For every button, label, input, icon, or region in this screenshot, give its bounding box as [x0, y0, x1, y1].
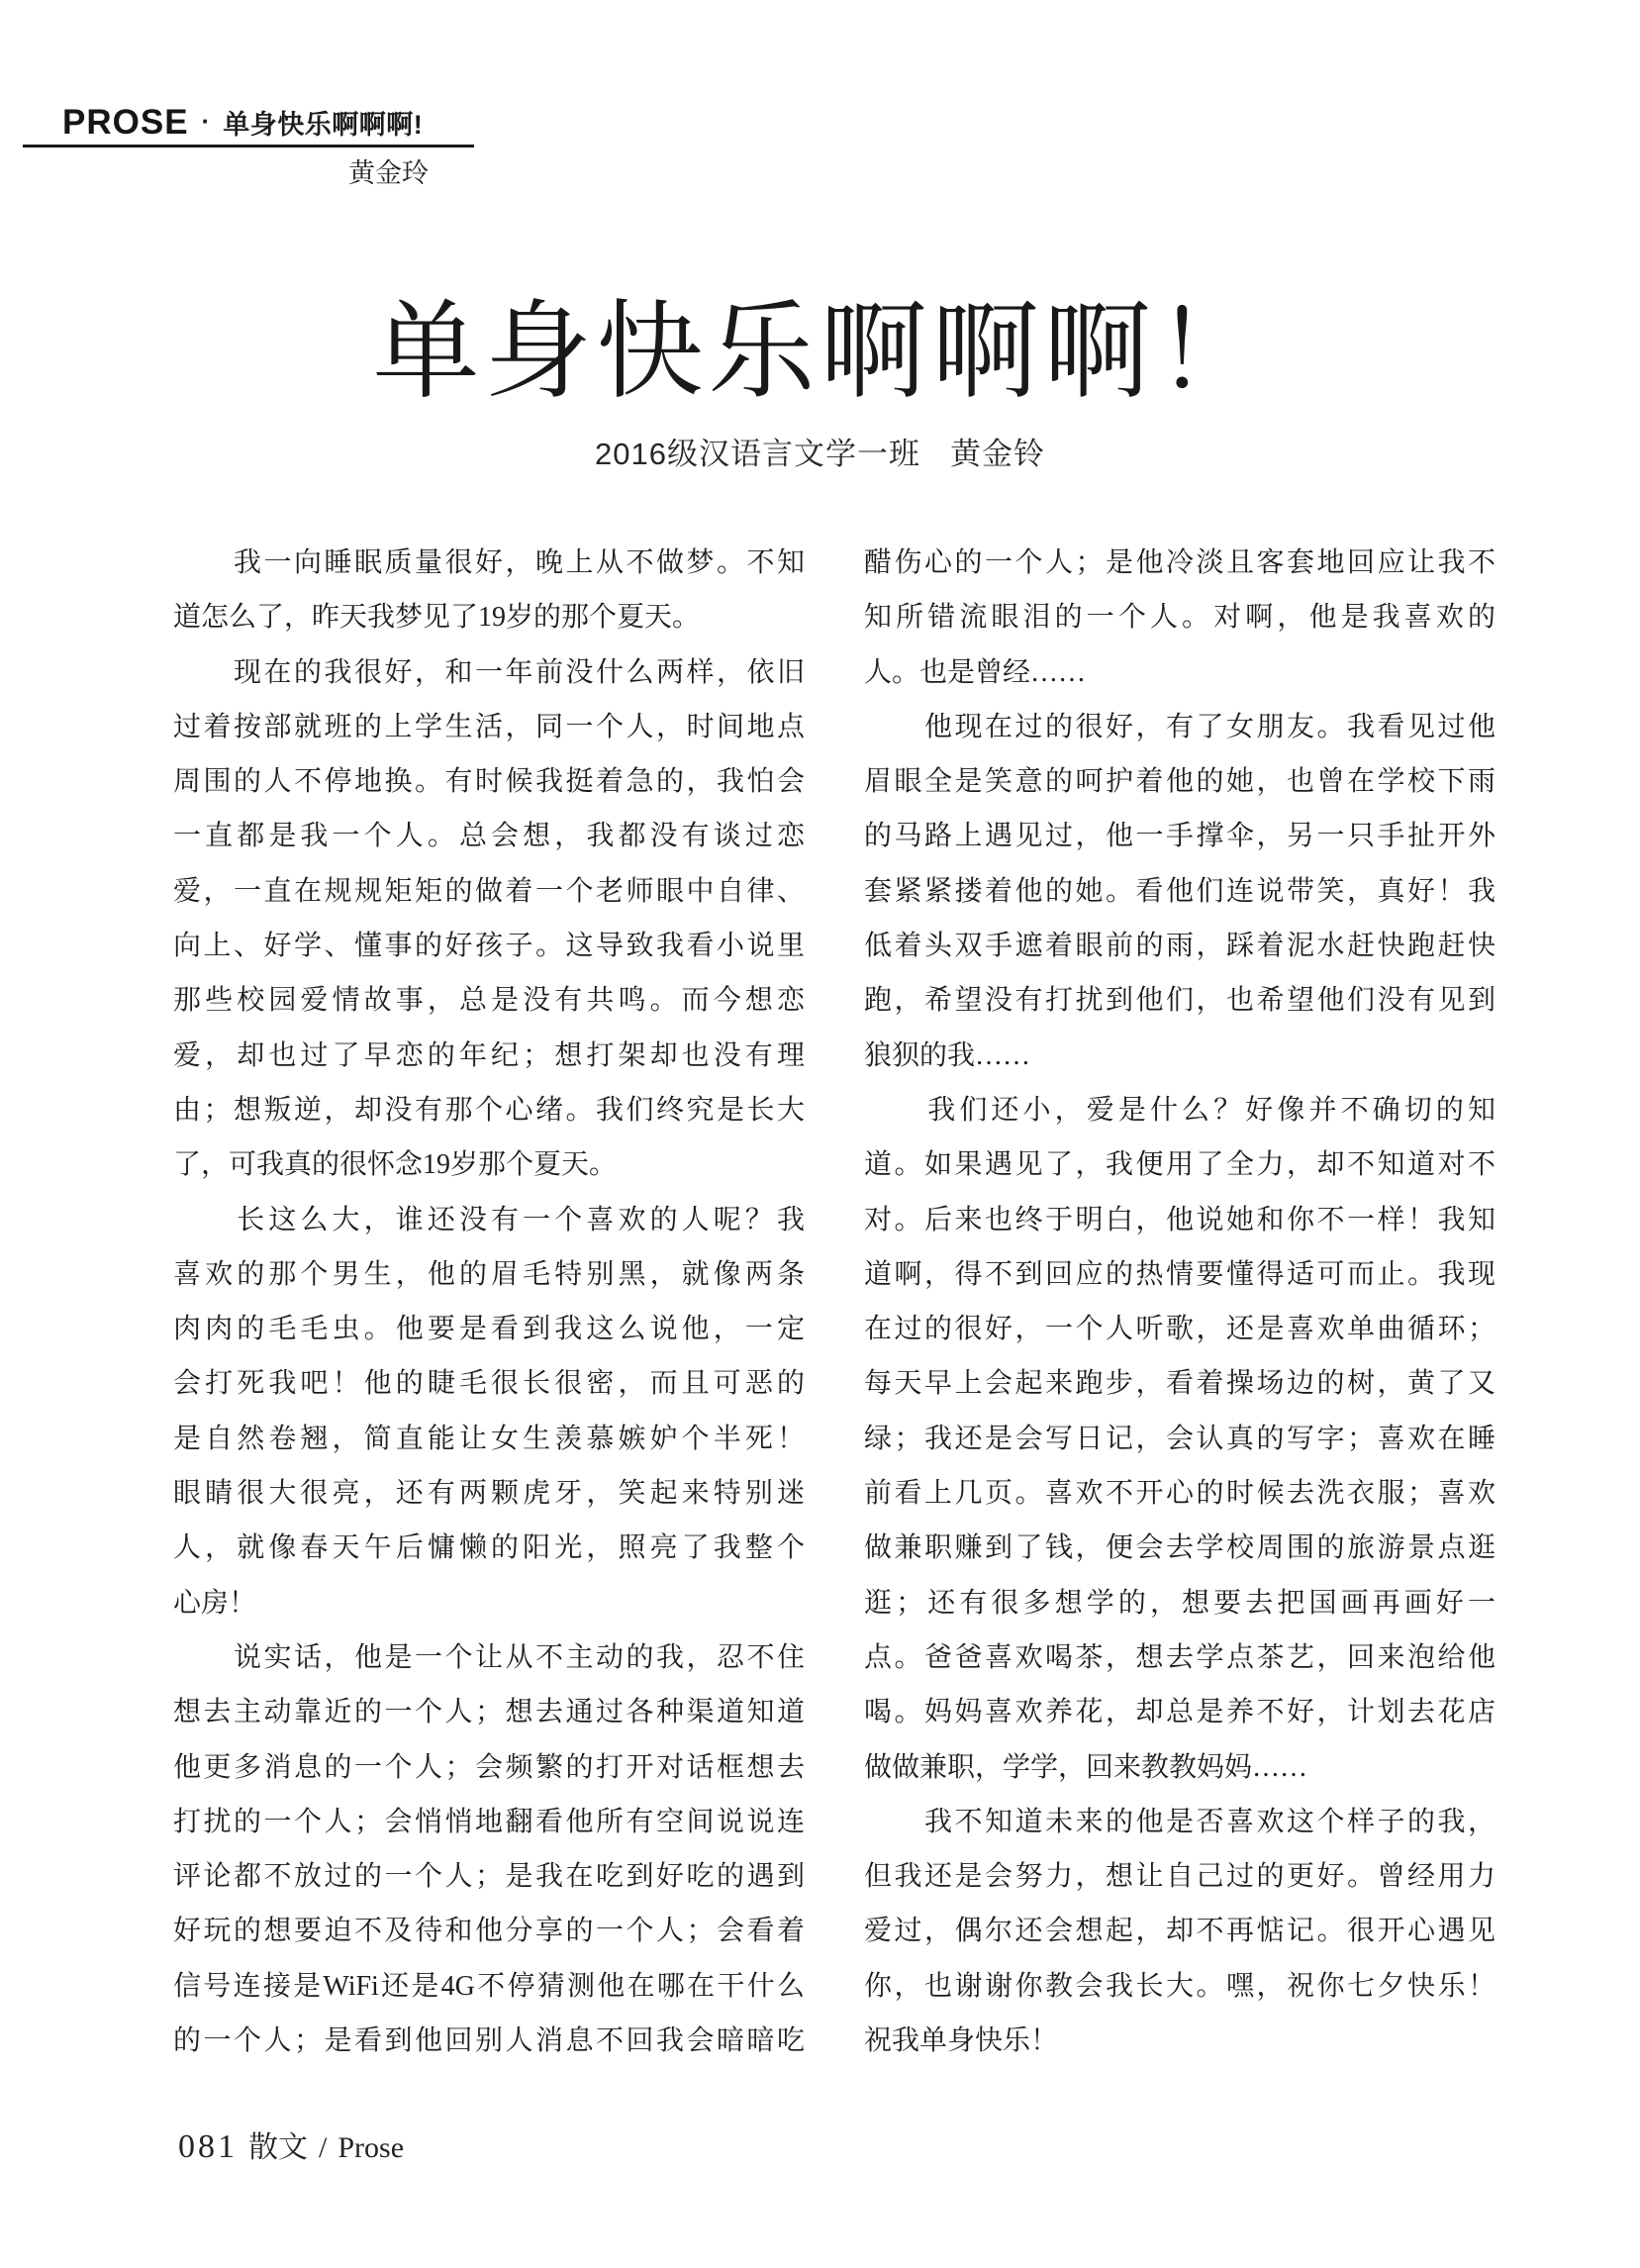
text-line: 喜欢的那个男生，他的眉毛特别黑，就像两条: [173, 1258, 805, 1290]
text-line: 他更多消息的一个人；会频繁的打开对话框想去: [173, 1751, 805, 1783]
text-line: 心房！: [173, 1587, 257, 1619]
text-line: 那些校园爱情故事，总是没有共鸣。而今想恋: [173, 985, 805, 1017]
footer-section-cn: 散文: [248, 2131, 308, 2164]
text-line: 的马路上遇见过，他一手撑伞，另一只手扯开外: [864, 821, 1495, 852]
text-line: 我不知道未来的他是否喜欢这个样子的我，: [864, 1806, 1495, 1837]
text-line: 套紧紧搂着他的她。看他们连说带笑，真好！我: [864, 875, 1495, 907]
text-column-right: [864, 536, 1495, 2068]
text-line: 的一个人；是看到他回别人消息不回我会暗暗吃: [173, 2025, 805, 2057]
text-line: 逛；还有很多想学的，想要去把国画再画好一: [864, 1587, 1495, 1619]
text-line: 道怎么了，昨天我梦见了19岁的那个夏天。: [173, 602, 701, 634]
header-article-title: 单身快乐啊啊啊!: [223, 110, 424, 140]
section-label: PROSE: [62, 103, 189, 142]
text-line: 周围的人不停地换。有时候我挺着急的，我怕会: [173, 766, 805, 798]
text-line: 长这么大，谁还没有一个喜欢的人呢？我: [173, 1204, 805, 1235]
text-line: 爱，一直在规规矩矩的做着一个老师眼中自律、: [173, 875, 805, 907]
text-line: 我们还小，爱是什么？好像并不确切的知: [864, 1094, 1495, 1126]
text-line: 了，可我真的很怀念19岁那个夏天。: [173, 1149, 618, 1181]
text-line: 爱过，偶尔还会想起，却不再惦记。很开心遇见: [864, 1916, 1495, 1947]
text-line: 点。爸爸喜欢喝茶，想去学点茶艺，回来泡给他: [864, 1641, 1495, 1673]
text-line: 绿；我还是会写日记，会认真的写字；喜欢在睡: [864, 1423, 1495, 1454]
text-line: 但我还是会努力，想让自己过的更好。曾经用力: [864, 1861, 1495, 1893]
text-line: 祝我单身快乐！: [864, 2025, 1059, 2057]
text-line: 做做兼职，学学，回来教教妈妈……: [864, 1751, 1308, 1783]
text-line: 你，也谢谢你教会我长大。嘿，祝你七夕快乐！: [864, 1970, 1495, 2002]
text-line: 向上、好学、懂事的好孩子。这导致我看小说里: [173, 931, 805, 962]
text-line: 知所错流眼泪的一个人。对啊，他是我喜欢的: [864, 602, 1495, 634]
text-line: 人，就像春天午后慵懒的阳光，照亮了我整个: [173, 1532, 805, 1564]
text-line: 每天早上会起来跑步，看着操场边的树，黄了又: [864, 1368, 1495, 1400]
text-line: 是自然卷翘，简直能让女生羡慕嫉妒个半死！: [173, 1423, 805, 1454]
text-line: 现在的我很好，和一年前没什么两样，依旧: [173, 656, 805, 688]
page-number: 081: [178, 2128, 238, 2165]
text-column-left: [173, 536, 805, 2068]
text-line: 醋伤心的一个人；是他冷淡且客套地回应让我不: [864, 547, 1495, 578]
text-line: 会打死我吧！他的睫毛很长很密，而且可恶的: [173, 1368, 805, 1400]
byline-author-name: 黄金铃: [949, 437, 1045, 471]
text-line: 一直都是我一个人。总会想，我都没有谈过恋: [173, 821, 805, 852]
text-line: 评论都不放过的一个人；是我在吃到好吃的遇到: [173, 1861, 805, 1893]
page-footer: [178, 2122, 404, 2166]
text-line: 眼睛很大很亮，还有两颗虎牙，笑起来特别迷: [173, 1478, 805, 1510]
text-line: 说实话，他是一个让从不主动的我，忍不住: [173, 1641, 805, 1673]
text-line: 人。也是曾经……: [864, 656, 1087, 688]
text-line: 信号连接是WiFi还是4G不停猜测他在哪在干什么: [173, 1970, 805, 2002]
text-line: 在过的很好，一个人听歌，还是喜欢单曲循环；: [864, 1314, 1495, 1345]
text-line: 肉肉的毛毛虫。他要是看到我这么说他，一定: [173, 1314, 805, 1345]
text-line: 想去主动靠近的一个人；想去通过各种渠道知道: [173, 1697, 805, 1728]
text-line: 爱，却也过了早恋的年纪；想打架却也没有理: [173, 1039, 805, 1071]
text-line: 眉眼全是笑意的呵护着他的她，也曾在学校下雨: [864, 766, 1495, 798]
text-line: 过着按部就班的上学生活，同一个人，时间地点: [173, 711, 805, 742]
byline: [0, 429, 1640, 473]
article-title: 单身快乐啊啊啊！: [372, 291, 1268, 411]
text-line: 狼狈的我……: [864, 1039, 1031, 1071]
text-line: 打扰的一个人；会悄悄地翻看他所有空间说说连: [173, 1806, 805, 1837]
text-line: 我一向睡眠质量很好，晚上从不做梦。不知: [173, 547, 805, 578]
text-line: 道。如果遇见了，我便用了全力，却不知道对不: [864, 1149, 1495, 1181]
text-line: 喝。妈妈喜欢养花，却总是养不好，计划去花店: [864, 1697, 1495, 1728]
text-line: 跑，希望没有打扰到他们，也希望他们没有见到: [864, 985, 1495, 1017]
byline-class-name: 2016级汉语言文学一班: [595, 437, 920, 471]
text-line: 道啊，得不到回应的热情要懂得适可而止。我现: [864, 1258, 1495, 1290]
page-header: [62, 103, 423, 143]
header-author-name: 黄金玲: [348, 158, 429, 188]
text-line: 对。后来也终于明白，他说她和你不一样！我知: [864, 1204, 1495, 1235]
text-line: 做兼职赚到了钱，便会去学校周围的旅游景点逛: [864, 1532, 1495, 1564]
text-line: 好玩的想要迫不及待和他分享的一个人；会看着: [173, 1916, 805, 1947]
text-line: 前看上几页。喜欢不开心的时候去洗衣服；喜欢: [864, 1478, 1495, 1510]
header-separator-dot: ·: [201, 106, 211, 136]
footer-separator: /: [319, 2131, 328, 2164]
footer-section-en: Prose: [338, 2131, 405, 2164]
header-rule: [23, 145, 474, 148]
text-line: 低着头双手遮着眼前的雨，踩着泥水赶快跑赶快: [864, 931, 1495, 962]
text-line: 他现在过的很好，有了女朋友。我看见过他: [864, 711, 1495, 742]
text-line: 由；想叛逆，却没有那个心绪。我们终究是长大: [173, 1094, 805, 1126]
